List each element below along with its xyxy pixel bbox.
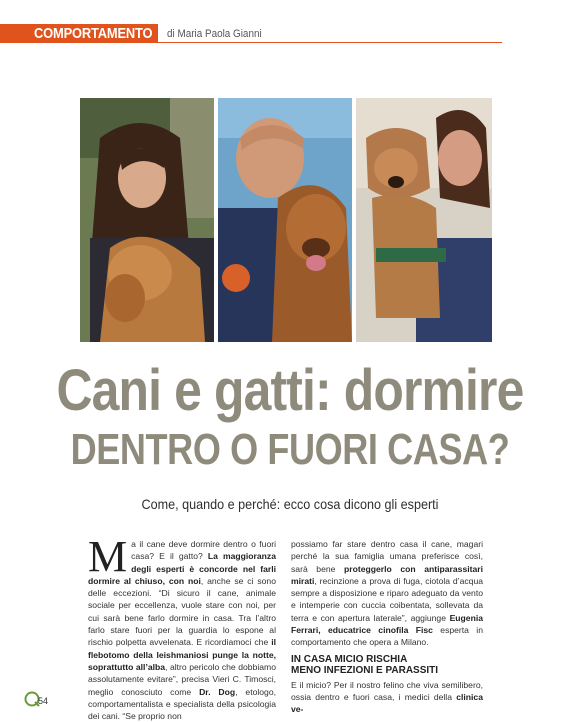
left-column-run: , anche se ci sono delle eccezioni. “Di sicuro il cane, animale sociale per eccellenza, vuole stare con noi, per cui sarà bene farlo dormire in casa. Tra l’altro farlo stare fuori per la guardia lo espone al rischio polpetta avvelenata. E ricordiamoci che (88, 575, 276, 648)
right-column-paragraph-1 (291, 538, 483, 649)
right-column-paragraph-2 (291, 679, 483, 716)
section-rubric (0, 24, 158, 43)
drop-cap: M (88, 532, 128, 581)
left-column-run: il flebotomo della leishmaniosi punge la notte, soprattutto all’alba (88, 637, 276, 672)
headline-subtitle: Come, quando e perché: ecco cosa dicono gli esperti (141, 496, 439, 512)
section-label: COMPORTAMENTO (34, 25, 153, 42)
right-column-p1-run: possiamo far stare dentro casa il cane, magari perché la sua famiglia umana preferisce così, sarà bene (291, 539, 483, 574)
subheading-line-1: IN CASA MICIO RISCHIA (291, 653, 408, 665)
right-column-p1-run: Eugenia Ferrari, educatrice cinofila Fisc (291, 612, 483, 636)
photo-woman-with-small-dog (356, 98, 492, 342)
photo-woman-with-spaniel (80, 98, 214, 342)
left-column-run: La maggioranza degli esperti è concorde nel farli dormire al chiuso, con noi (88, 551, 276, 586)
left-column-run: , etologo, comportamentalista e specialista della psicologia dei cani. “Se proprio non (88, 686, 276, 722)
right-column-p1-run: proteggerlo con antiparassitari mirati (291, 563, 483, 586)
left-column-run: , altro pericolo che dobbiamo assolutamente evitare”, precisa Vieri C. Timosci, meglio conosciuto come (88, 661, 276, 697)
right-column-p2-run: clinica ve- (291, 691, 483, 715)
header-rule (158, 42, 502, 43)
photo-strip (80, 98, 492, 342)
body-column-left (88, 532, 276, 722)
headline-line-1: Cani e gatti: dormire (56, 358, 524, 423)
section-subheading (291, 654, 483, 677)
left-column-run: a il cane deve dormire dentro o fuori casa? E il gatto? (131, 539, 276, 562)
right-column-p2-run: E il micio? Per il nostro felino che viva semilibero, ossia dentro e fuori casa, i medici della (291, 679, 483, 702)
photo-man-with-retriever (218, 98, 352, 342)
author-byline: di Maria Paola Gianni (167, 28, 262, 40)
subheading-line-2: MENO INFEZIONI E PARASSITI (291, 665, 439, 677)
right-column-p1-run: esperta in comportamento che opera a Milano. (291, 625, 483, 648)
right-column-p1-run: , recinzione a prova di fuga, ciotola d’acqua sempre a disposizione e riparo adeguato da vento e intemperie con cuccia coibentata, sollevata da terra e con apertura laterale”, aggiunge (291, 575, 483, 623)
body-column-right (291, 538, 483, 716)
page-number: 54 (38, 696, 49, 706)
left-column-run: Dr. Dog (199, 686, 236, 697)
headline-line-2: DENTRO O FUORI CASA? (70, 425, 510, 474)
